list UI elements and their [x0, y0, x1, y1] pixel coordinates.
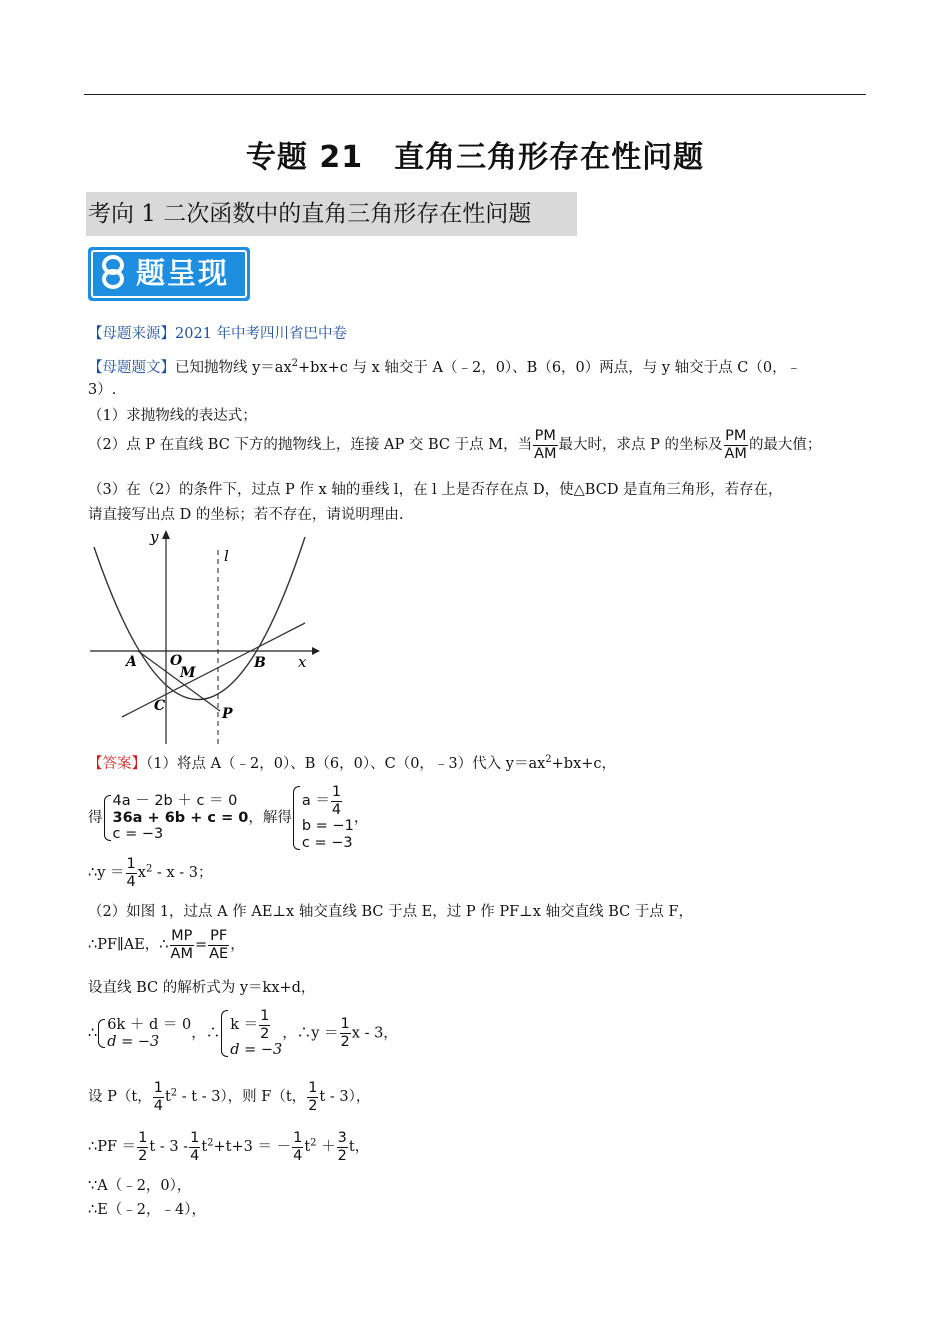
- superscript: 2: [145, 863, 153, 875]
- denominator: 4: [153, 1097, 163, 1114]
- header-rule: [84, 94, 866, 95]
- stem-part: +bx+c 与 x 轴交于 A（﹣2，0）、B（6，0）两点，与 y 轴交于点 C（0，﹣: [298, 360, 802, 376]
- pf-text: t: [201, 1139, 208, 1156]
- fraction-one-half: [259, 1008, 270, 1042]
- pf-line: [88, 1130, 369, 1164]
- stem-line: [88, 356, 801, 377]
- y-axis-arrow: [162, 530, 170, 539]
- equation-row: 36a + 6b + c = 0: [112, 809, 249, 826]
- answer-text: +bx+c，: [551, 756, 617, 772]
- y-line-text: x - 3，: [351, 1025, 398, 1042]
- bc-equation-system: [97, 1017, 191, 1050]
- fraction-pm-am: [724, 428, 748, 462]
- denominator: 4: [190, 1147, 200, 1164]
- setp-text: - t - 3），则 F（t，: [177, 1089, 307, 1106]
- numerator: 1: [331, 784, 342, 800]
- denominator: 4: [331, 801, 342, 818]
- source-tag: 【母题来源】: [88, 326, 175, 342]
- denominator: 2: [308, 1097, 318, 1114]
- fraction-mp-am: [170, 928, 194, 962]
- badge-label: 题呈现: [136, 256, 230, 290]
- numerator: 1: [138, 1130, 148, 1146]
- q2-part: （2）点 P 在直线 BC 下方的抛物线上，连接 AP 交 BC 于点 M，当: [88, 437, 533, 454]
- numerator: 1: [126, 856, 136, 872]
- superscript: 2: [291, 358, 298, 370]
- answer-tag: 【答案】: [88, 756, 146, 772]
- pf-text: +t+3 ＝ －: [213, 1139, 292, 1156]
- superscript: 2: [310, 1137, 317, 1149]
- fraction-one-quarter: [189, 1130, 200, 1164]
- question-3-cont: 请直接写出点 D 的坐标；若不存在，请说明理由.: [88, 507, 404, 523]
- denominator: AM: [534, 445, 557, 462]
- parabola-curve: [94, 537, 305, 700]
- numerator: 1: [293, 1130, 303, 1146]
- result-text: - x - 3；: [152, 865, 213, 882]
- fraction-pf-ae: [208, 928, 229, 962]
- superscript: 2: [545, 754, 552, 766]
- pf-text: t: [304, 1139, 311, 1156]
- source-text: 2021 年中考四川省巴中卷: [175, 326, 348, 342]
- q2-part: 最大时，求点 P 的坐标及: [558, 437, 723, 454]
- numerator: 1: [308, 1080, 318, 1096]
- denominator: 4: [293, 1147, 303, 1164]
- pf-text: ＋: [316, 1139, 336, 1156]
- fraction-one-half: [137, 1130, 148, 1164]
- line-bc: [122, 623, 305, 717]
- label-P: P: [222, 706, 233, 722]
- label-x: x: [298, 653, 307, 671]
- solution-row-a: [302, 784, 354, 818]
- answer-line-1: [88, 752, 616, 773]
- stem-part: 已知抛物线 y＝ax: [175, 360, 292, 376]
- label-B: B: [254, 655, 266, 671]
- numerator: PM: [725, 428, 747, 444]
- numerator: 1: [190, 1130, 200, 1146]
- pf-text: t，: [348, 1139, 370, 1156]
- page-title: 专题 21 直角三角形存在性问题: [245, 140, 705, 175]
- denominator: 2: [260, 1025, 270, 1042]
- denominator: AM: [724, 445, 747, 462]
- d-row: d = −3: [230, 1042, 283, 1059]
- solution-row-b: b = −1: [301, 818, 354, 835]
- label-y: y: [150, 528, 159, 546]
- label-C: C: [154, 698, 166, 714]
- numerator: 3: [337, 1130, 347, 1146]
- k-text: k ＝: [230, 1017, 259, 1034]
- result-text: x: [137, 865, 146, 882]
- fraction-one-quarter: [331, 784, 342, 818]
- answer-text: （1）将点 A（﹣2，0）、B（6，0）、C（0，﹣3）代入 y＝ax: [146, 756, 546, 772]
- question-2: [88, 428, 821, 462]
- parallel-line: [88, 928, 245, 962]
- equation-row: 6k ＋ d ＝ 0: [107, 1016, 192, 1033]
- topic-badge: [88, 247, 250, 301]
- fraction-one-half: [307, 1080, 318, 1114]
- result-text: ∴y ＝: [88, 865, 125, 882]
- numerator: PM: [534, 428, 556, 444]
- numerator: 1: [260, 1008, 270, 1024]
- answer-line-2: （2）如图 1，过点 A 作 AE⊥x 轴交直线 BC 于点 E，过 P 作 PF⊥x 轴交直线 BC 于点 F，: [88, 904, 693, 920]
- equation-system: [103, 793, 249, 843]
- set-p-line: [88, 1080, 370, 1114]
- comma-therefore: ，∴: [191, 1025, 221, 1042]
- fraction-one-quarter: [292, 1130, 303, 1164]
- denominator: 2: [138, 1147, 148, 1164]
- fraction-one-quarter: [153, 1080, 164, 1114]
- text-tag: 【母题题文】: [88, 360, 175, 376]
- setp-text: t: [164, 1089, 171, 1106]
- fraction-one-half: [340, 1016, 351, 1050]
- e-point-line: ∴E（﹣2，﹣4），: [88, 1202, 207, 1218]
- section-heading: 考向 1 二次函数中的直角三角形存在性问题: [86, 192, 577, 236]
- parabola-figure: [90, 527, 320, 747]
- solution-system: [292, 784, 354, 852]
- because-line: ∵A（﹣2，0），: [88, 1178, 192, 1194]
- numerator: MP: [171, 928, 193, 944]
- label-l: l: [224, 547, 229, 565]
- bc-solve-line: [88, 1008, 398, 1059]
- y-line-text: ，∴y ＝: [282, 1025, 339, 1042]
- fraction-three-halves: [337, 1130, 348, 1164]
- result-1: [88, 856, 212, 890]
- label-M: M: [180, 665, 196, 681]
- solution-row-c: c = −3: [301, 835, 353, 852]
- fraction-pm-am: [533, 428, 557, 462]
- q2-part: 的最大值；: [748, 437, 822, 454]
- de-word: 得: [88, 809, 103, 826]
- x-axis-arrow: [312, 647, 320, 655]
- equation-row: d = −3: [107, 1033, 160, 1050]
- sol-a-text: a ＝: [301, 793, 330, 810]
- equals-sign: =: [194, 937, 208, 954]
- k-row: [230, 1008, 282, 1042]
- numerator: PF: [210, 928, 228, 944]
- system-equations: [88, 784, 368, 852]
- parallel-text: ∴PF∥AE，∴: [88, 937, 169, 954]
- numerator: 1: [340, 1016, 350, 1033]
- denominator: 2: [340, 1034, 350, 1051]
- stem-line-2: 3）.: [88, 382, 117, 398]
- bc-solution-system: [220, 1008, 282, 1059]
- denominator: 2: [337, 1147, 347, 1164]
- chain-link-icon: [98, 255, 128, 289]
- question-3: （3）在（2）的条件下，过点 P 作 x 轴的垂线 l，在 l 上是否存在点 D，使△BCD 是直角三角形，若存在，: [88, 482, 783, 498]
- pf-text: t - 3 -: [149, 1139, 189, 1156]
- pf-text: ∴PF ＝: [88, 1139, 137, 1156]
- equation-row: c = −3: [112, 826, 164, 843]
- question-1: （1）求抛物线的表达式；: [88, 408, 257, 424]
- solve-word: ，解得: [248, 809, 292, 826]
- comma: ，: [230, 937, 245, 954]
- equation-row: 4a － 2b ＋ c ＝ 0: [112, 792, 238, 809]
- label-O: O: [170, 653, 183, 669]
- set-bc-line: 设直线 BC 的解析式为 y＝kx+d，: [88, 980, 316, 996]
- therefore-symbol: ∴: [88, 1025, 98, 1042]
- fraction-one-quarter: [126, 856, 137, 890]
- denominator: AM: [170, 945, 193, 962]
- superscript: 2: [170, 1087, 178, 1099]
- denominator: AE: [209, 945, 229, 962]
- numerator: 1: [153, 1080, 163, 1096]
- comma: ，: [353, 809, 369, 826]
- source-line: [88, 322, 347, 343]
- denominator: 4: [126, 873, 136, 890]
- superscript: 2: [207, 1137, 214, 1149]
- setp-text: t - 3），: [319, 1089, 371, 1106]
- setp-text: 设 P（t，: [88, 1089, 152, 1106]
- label-A: A: [126, 654, 137, 670]
